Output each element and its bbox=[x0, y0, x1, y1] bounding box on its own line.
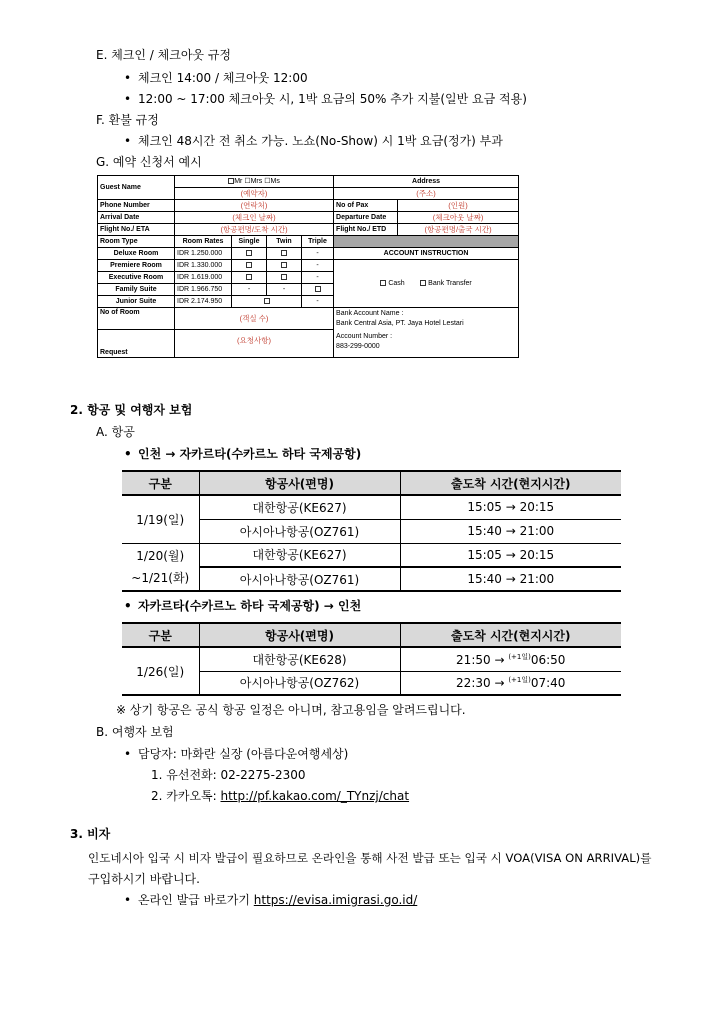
cash-label: Cash bbox=[388, 280, 405, 287]
header-category: 구분 bbox=[122, 623, 199, 647]
account-number-label: Account Number : bbox=[336, 332, 393, 340]
flight-time: 15:40 → 21:00 bbox=[400, 519, 621, 543]
account-number-cell bbox=[334, 330, 519, 358]
address-label: Address bbox=[334, 176, 519, 188]
section-e-title: E. 체크인 / 체크아웃 규정 bbox=[96, 48, 232, 62]
no-of-room-label: No of Room bbox=[98, 308, 175, 330]
single-checkbox[interactable] bbox=[232, 260, 267, 272]
room-name: Premiere Room bbox=[98, 260, 175, 272]
flight-time: 15:40 → 21:00 bbox=[400, 567, 621, 591]
phone-label: Phone Number bbox=[98, 200, 175, 212]
request-label: Request bbox=[98, 330, 175, 358]
flight-airline: 아시아나항공(OZ761) bbox=[199, 567, 400, 591]
flight-date: 1/26(일) bbox=[122, 647, 199, 695]
evisa-link[interactable]: https://evisa.imigrasi.go.id/ bbox=[253, 893, 418, 907]
flight-time: 21:50 → $^{(+1일)}$06:50 bbox=[400, 647, 621, 671]
room-rates-header: Room Rates bbox=[175, 236, 232, 248]
flight-time: 15:05 → 20:15 bbox=[400, 495, 621, 519]
checkbox-icon bbox=[264, 298, 270, 304]
request-placeholder: (요청사항) bbox=[175, 330, 334, 358]
departure-placeholder: (체크아웃 날짜) bbox=[398, 212, 519, 224]
insurance-contact: • 담당자: 마화란 실장 (아름다운여행세상) bbox=[138, 746, 348, 762]
single-header: Single bbox=[232, 236, 267, 248]
header-time: 출도착 시간(현지시간) bbox=[400, 623, 621, 647]
flight-etd-placeholder: (항공편명/출국 시간) bbox=[398, 224, 519, 236]
departure-label: Departure Date bbox=[334, 212, 398, 224]
flight-airline: 아시아나항공(OZ761) bbox=[199, 519, 400, 543]
flight-time: 15:05 → 20:15 bbox=[400, 543, 621, 567]
booker-placeholder: (예약자) bbox=[175, 188, 334, 200]
pax-label: No of Pax bbox=[334, 200, 398, 212]
address-placeholder: (주소) bbox=[334, 188, 519, 200]
twin-checkbox[interactable] bbox=[267, 272, 302, 284]
twin-header: Twin bbox=[267, 236, 302, 248]
section-e-bullet-1: • 체크인 14:00 / 체크아웃 12:00 bbox=[138, 70, 308, 86]
reservation-form bbox=[97, 175, 519, 358]
header-category: 구분 bbox=[122, 471, 199, 495]
account-instruction-header: ACCOUNT INSTRUCTION bbox=[334, 248, 519, 260]
section-2b-title: B. 여행자 보험 bbox=[96, 725, 174, 739]
room-name: Deluxe Room bbox=[98, 248, 175, 260]
outbound-flight-table bbox=[122, 470, 621, 592]
visa-paragraph-2: 구입하시기 바랍니다. bbox=[88, 872, 200, 886]
kakao-link[interactable]: http://pf.kakao.com/_TYnzj/chat bbox=[220, 789, 410, 803]
checkbox-icon bbox=[281, 250, 287, 256]
cash-checkbox[interactable] bbox=[380, 280, 386, 286]
room-name: Junior Suite bbox=[98, 296, 175, 308]
return-title: • 자카르타(수카르노 하타 국제공항) → 인천 bbox=[138, 598, 361, 614]
insurance-kakao: 2. 카카오톡: http://pf.kakao.com/_TYnzj/chat bbox=[151, 789, 410, 803]
triple-header: Triple bbox=[302, 236, 334, 248]
phone-placeholder: (연락처) bbox=[175, 200, 334, 212]
room-rate: IDR 1.966.750 bbox=[175, 284, 232, 296]
flight-date: 1/19(일) bbox=[122, 495, 199, 543]
single-na: - bbox=[232, 284, 267, 296]
single-checkbox[interactable] bbox=[232, 248, 267, 260]
triple-na: - bbox=[302, 260, 334, 272]
room-rate: IDR 2.174.950 bbox=[175, 296, 232, 308]
flight-date-range: 1/20(월) ~1/21(화) bbox=[122, 543, 199, 591]
flight-airline: 대한항공(KE628) bbox=[199, 647, 400, 671]
visa-paragraph-1: 인도네시아 입국 시 비자 발급이 필요하므로 온라인을 통해 사전 발급 또는 입국 시 VOA(VISA ON ARRIVAL)를 bbox=[88, 851, 652, 865]
flight-note: ※ 상기 항공은 공식 항공 일정은 아니며, 참고용임을 알려드립니다. bbox=[116, 703, 466, 717]
triple-na: - bbox=[302, 296, 334, 308]
checkbox-icon bbox=[281, 262, 287, 268]
section-2a-title: A. 항공 bbox=[96, 425, 135, 439]
no-of-room-placeholder: (객실 수) bbox=[175, 308, 334, 330]
twin-checkbox[interactable] bbox=[267, 260, 302, 272]
triple-na: - bbox=[302, 272, 334, 284]
gray-band bbox=[334, 236, 519, 248]
header-airline: 항공사(편명) bbox=[199, 471, 400, 495]
section-2-title: 2. 항공 및 여행자 보험 bbox=[70, 403, 193, 417]
flight-eta-placeholder: (항공편명/도착 시간) bbox=[175, 224, 334, 236]
bank-account-name-value: Bank Central Asia, PT. Jaya Hotel Lestari bbox=[336, 319, 464, 327]
checkbox-icon bbox=[281, 274, 287, 280]
bank-transfer-label: Bank Transfer bbox=[428, 280, 472, 287]
checkbox-icon bbox=[315, 286, 321, 292]
return-flight-table bbox=[122, 622, 621, 696]
flight-airline: 대한항공(KE627) bbox=[199, 543, 400, 567]
flight-airline: 아시아나항공(OZ762) bbox=[199, 671, 400, 695]
checkbox-icon bbox=[246, 250, 252, 256]
section-g-title: G. 예약 신청서 예시 bbox=[96, 155, 202, 169]
flight-airline: 대한항공(KE627) bbox=[199, 495, 400, 519]
flight-etd-label: Flight No./ ETD bbox=[334, 224, 398, 236]
bank-transfer-checkbox[interactable] bbox=[420, 280, 426, 286]
triple-checkbox[interactable] bbox=[302, 284, 334, 296]
section-f-title: F. 환불 규정 bbox=[96, 113, 159, 127]
single-checkbox[interactable] bbox=[232, 272, 267, 284]
triple-na: - bbox=[302, 248, 334, 260]
insurance-phone: 1. 유선전화: 02-2275-2300 bbox=[151, 768, 306, 782]
header-airline: 항공사(편명) bbox=[199, 623, 400, 647]
section-e-bullet-2: • 12:00 ~ 17:00 체크아웃 시, 1박 요금의 50% 추가 지불(일반 요금 적용) bbox=[138, 91, 527, 107]
section-f-bullet-1: • 체크인 48시간 전 취소 가능. 노쇼(No-Show) 시 1박 요금(정가) 부과 bbox=[138, 133, 503, 149]
payment-options bbox=[334, 260, 519, 308]
arrival-label: Arrival Date bbox=[98, 212, 175, 224]
title-options: Mr ☐Mrs ☐Ms bbox=[175, 176, 334, 188]
twin-na: - bbox=[267, 284, 302, 296]
room-name: Family Suite bbox=[98, 284, 175, 296]
section-3-title: 3. 비자 bbox=[70, 827, 111, 841]
room-name: Executive Room bbox=[98, 272, 175, 284]
flight-eta-label: Flight No./ ETA bbox=[98, 224, 175, 236]
outbound-title: • 인천 → 자카르타(수카르노 하타 국제공항) bbox=[138, 446, 361, 462]
flight-time: 22:30 → $^{(+1일)}$07:40 bbox=[400, 671, 621, 695]
pax-placeholder: (인원) bbox=[398, 200, 519, 212]
room-type-header: Room Type bbox=[98, 236, 175, 248]
guest-name-label: Guest Name bbox=[98, 176, 175, 200]
visa-online-bullet: • 온라인 발급 바로가기 https://evisa.imigrasi.go.id/ bbox=[138, 892, 417, 908]
checkbox-icon bbox=[246, 262, 252, 268]
checkbox-icon bbox=[246, 274, 252, 280]
junior-checkbox[interactable] bbox=[232, 296, 302, 308]
arrival-placeholder: (체크인 날짜) bbox=[175, 212, 334, 224]
bank-account-cell bbox=[334, 308, 519, 330]
bank-account-name-label: Bank Account Name : bbox=[336, 309, 404, 317]
room-rate: IDR 1.250.000 bbox=[175, 248, 232, 260]
header-time: 출도착 시간(현지시간) bbox=[400, 471, 621, 495]
room-rate: IDR 1.330.000 bbox=[175, 260, 232, 272]
account-number-value: 883-299-0000 bbox=[336, 342, 380, 350]
twin-checkbox[interactable] bbox=[267, 248, 302, 260]
room-rate: IDR 1.619.000 bbox=[175, 272, 232, 284]
